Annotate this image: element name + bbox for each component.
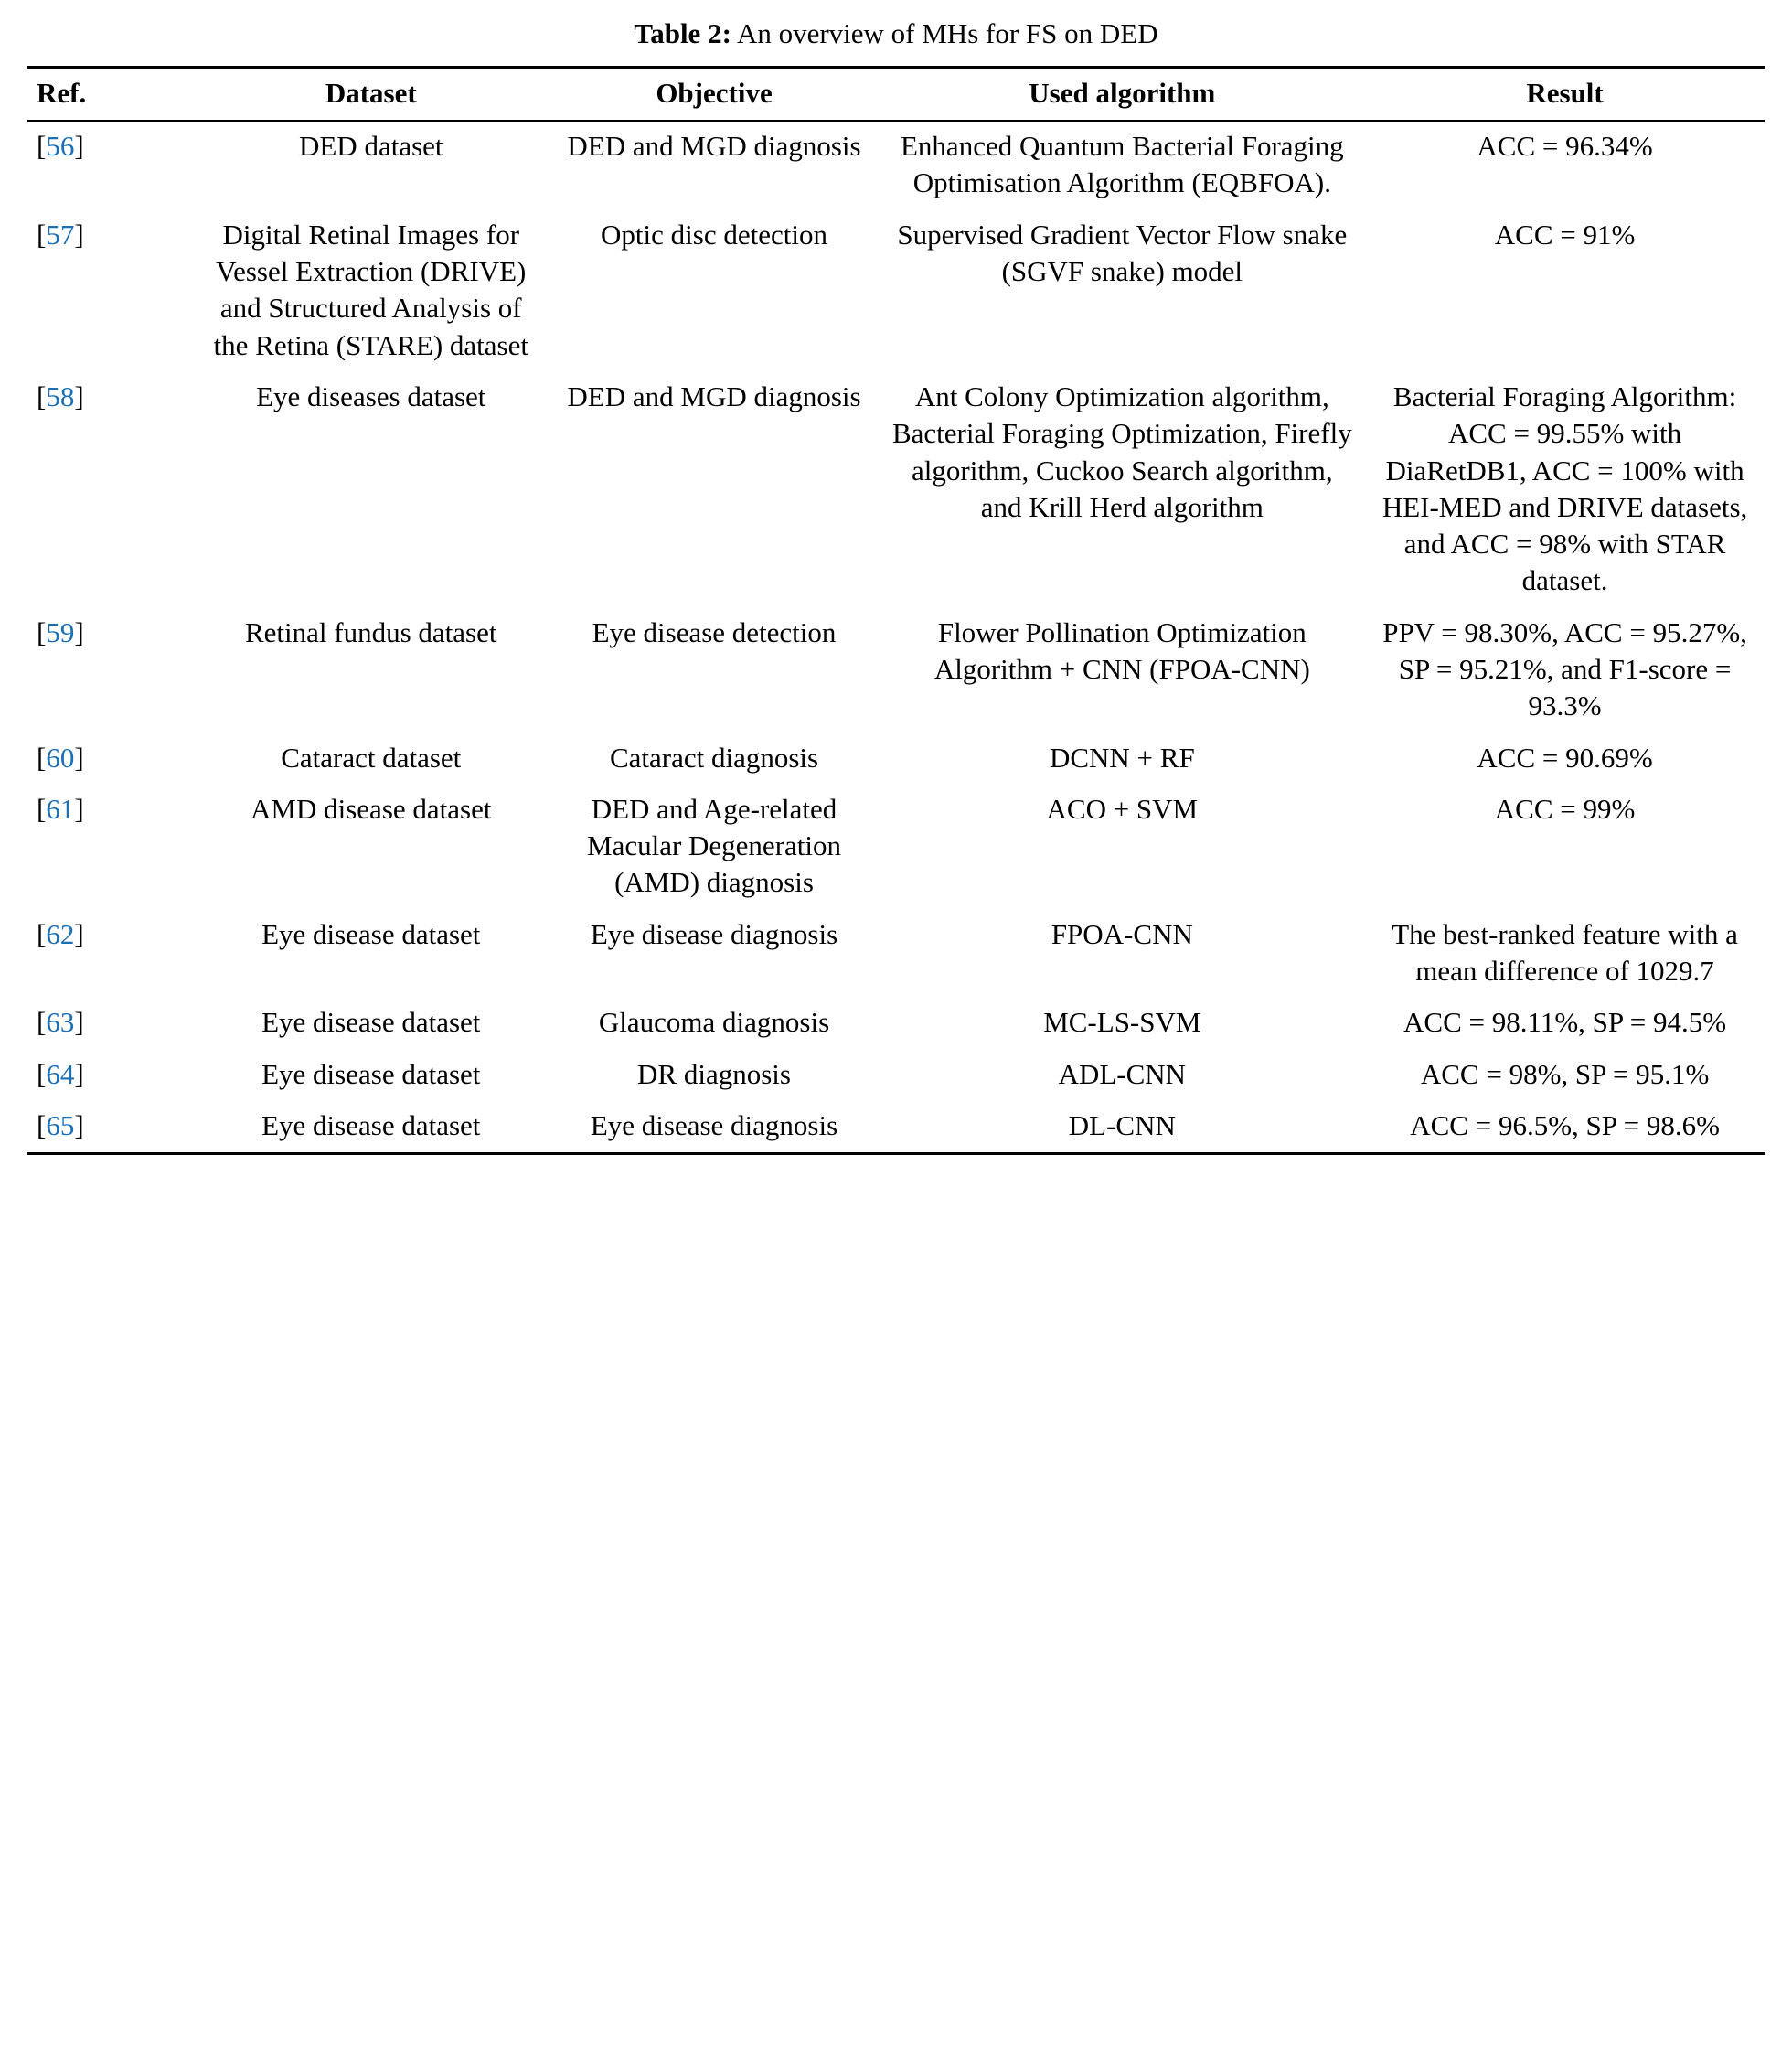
- row-result: ACC = 91%: [1494, 218, 1636, 251]
- citation-link[interactable]: 58: [46, 380, 75, 412]
- table-caption-text: An overview of MHs for FS on DED: [731, 17, 1158, 49]
- row-objective: DED and MGD diagnosis: [549, 121, 879, 210]
- row-objective: DR diagnosis: [637, 1057, 791, 1090]
- row-dataset: Cataract dataset: [281, 741, 462, 774]
- row-algorithm: Flower Pollination Optimization Algorithm + CNN (FPOA-CNN): [933, 615, 1310, 685]
- table-row: [27, 608, 1765, 733]
- row-dataset: Eye disease dataset: [261, 1108, 481, 1141]
- citation-link[interactable]: 60: [46, 741, 75, 774]
- row-ref[interactable]: [61]: [37, 792, 84, 825]
- row-result: ACC = 90.69%: [1477, 741, 1653, 774]
- citation-link[interactable]: 61: [46, 792, 75, 825]
- citation-link[interactable]: 62: [46, 917, 75, 950]
- citation-link[interactable]: 65: [46, 1108, 75, 1141]
- row-result: ACC = 96.34%: [1365, 121, 1765, 210]
- table-row: [27, 733, 1765, 785]
- row-result: ACC = 96.5%, SP = 98.6%: [1410, 1108, 1720, 1141]
- table-caption-label: Table 2:: [634, 17, 731, 49]
- row-algorithm: Ant Colony Optimization algorithm, Bacterial Foraging Optimization, Firefly algorithm, Cuckoo Search algorithm, and Krill Herd algorithm: [891, 380, 1352, 523]
- row-result: ACC = 98.11%, SP = 94.5%: [1403, 1006, 1727, 1039]
- row-objective: Glaucoma diagnosis: [598, 1006, 830, 1039]
- table-row: [27, 910, 1765, 999]
- row-objective: Eye disease detection: [592, 615, 837, 648]
- citation-link[interactable]: 57: [46, 218, 75, 251]
- row-algorithm: ACO + SVM: [1046, 792, 1199, 825]
- column-header-result: Result: [1365, 67, 1765, 121]
- row-algorithm: MC-LS-SVM: [1043, 1006, 1201, 1039]
- row-objective: DED and MGD diagnosis: [567, 380, 861, 412]
- row-result: ACC = 98%, SP = 95.1%: [1420, 1057, 1710, 1090]
- row-dataset: Digital Retinal Images for Vessel Extraction (DRIVE) and Structured Analysis of the Retina (STARE) dataset: [213, 218, 528, 361]
- row-objective: Cataract diagnosis: [609, 741, 819, 774]
- row-dataset: Eye disease dataset: [261, 1057, 481, 1090]
- row-dataset: Eye diseases dataset: [256, 380, 486, 412]
- row-ref[interactable]: [65]: [37, 1108, 84, 1141]
- column-header-dataset: Dataset: [193, 67, 549, 121]
- row-result: ACC = 99%: [1494, 792, 1636, 825]
- row-algorithm: DCNN + RF: [1049, 741, 1195, 774]
- row-algorithm: DL-CNN: [1068, 1108, 1176, 1141]
- citation-link[interactable]: 63: [46, 1006, 75, 1039]
- row-algorithm: FPOA-CNN: [1051, 917, 1193, 950]
- row-ref[interactable]: [56]: [27, 121, 193, 210]
- table-row: [27, 785, 1765, 910]
- table-row: [27, 210, 1765, 372]
- row-objective: DED and Age-related Macular Degeneration (AMD) diagnosis: [587, 792, 842, 899]
- row-result: The best-ranked feature with a mean difference of 1029.7: [1392, 917, 1738, 988]
- row-result: Bacterial Foraging Algorithm: ACC = 99.55% with DiaRetDB1, ACC = 100% with HEI-MED and DRIVE datasets, and ACC = 98% with STAR dataset.: [1381, 380, 1748, 597]
- row-ref[interactable]: [63]: [37, 1006, 84, 1039]
- column-header-objective: Objective: [549, 67, 879, 121]
- row-ref[interactable]: [57]: [37, 218, 84, 251]
- table-caption: [27, 15, 1765, 53]
- citation-link[interactable]: 64: [46, 1057, 75, 1090]
- row-algorithm: Supervised Gradient Vector Flow snake (SGVF snake) model: [897, 218, 1348, 288]
- row-ref[interactable]: [58]: [37, 380, 84, 412]
- row-ref[interactable]: [62]: [37, 917, 84, 950]
- row-algorithm: ADL-CNN: [1058, 1057, 1187, 1090]
- citation-link[interactable]: 59: [46, 615, 75, 648]
- table-row: [27, 1101, 1765, 1152]
- table-body: [27, 121, 1765, 1152]
- row-result: PPV = 98.30%, ACC = 95.27%, SP = 95.21%, and F1-score = 93.3%: [1382, 615, 1747, 722]
- table-row: [27, 121, 1765, 210]
- row-ref[interactable]: [60]: [37, 741, 84, 774]
- row-objective: Eye disease diagnosis: [590, 917, 838, 950]
- citation-link[interactable]: 56: [46, 130, 75, 163]
- table-header: [27, 67, 1765, 121]
- row-algorithm: Enhanced Quantum Bacterial Foraging Optimisation Algorithm (EQBFOA).: [880, 121, 1366, 210]
- row-dataset: Retinal fundus dataset: [245, 615, 497, 648]
- row-objective: Eye disease diagnosis: [590, 1108, 838, 1141]
- table-row: [27, 372, 1765, 608]
- table-header-row: [27, 67, 1765, 121]
- row-ref[interactable]: [59]: [37, 615, 84, 648]
- row-ref[interactable]: [64]: [37, 1057, 84, 1090]
- table-row: [27, 1050, 1765, 1101]
- row-objective: Optic disc detection: [601, 218, 827, 251]
- overview-table: [27, 66, 1765, 1152]
- row-dataset: DED dataset: [193, 121, 549, 210]
- row-dataset: AMD disease dataset: [251, 792, 492, 825]
- row-dataset: Eye disease dataset: [261, 917, 481, 950]
- column-header-ref: Ref.: [27, 67, 193, 121]
- table-row: [27, 998, 1765, 1049]
- row-dataset: Eye disease dataset: [261, 1006, 481, 1039]
- table-bottom-rule: [27, 1152, 1765, 1155]
- column-header-algorithm: Used algorithm: [880, 67, 1366, 121]
